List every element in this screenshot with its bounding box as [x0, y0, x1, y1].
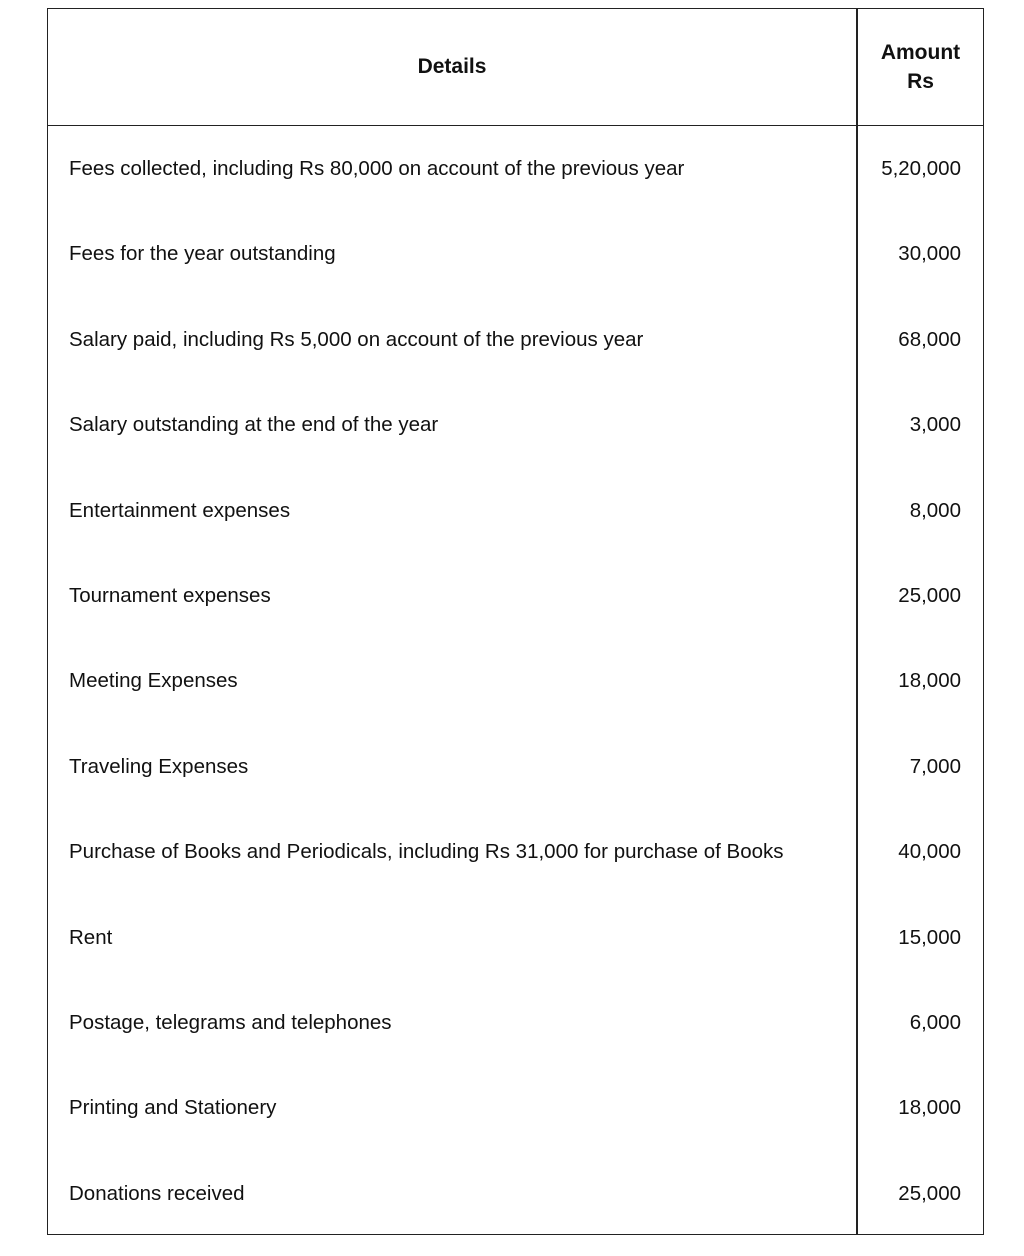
row-details: Salary paid, including Rs 5,000 on account of the previous year	[69, 327, 644, 351]
row-amount: 5,20,000	[881, 157, 961, 180]
table-row	[48, 985, 983, 1070]
table-row	[48, 387, 983, 472]
header-details: Details	[417, 55, 487, 78]
table-row	[48, 643, 983, 728]
row-details: Donations received	[69, 1181, 245, 1205]
header-amount	[858, 9, 983, 125]
row-details: Traveling Expenses	[69, 754, 249, 778]
row-details: Entertainment expenses	[69, 498, 291, 522]
table-row	[48, 473, 983, 558]
table-row	[48, 216, 983, 301]
table-row	[48, 1156, 983, 1241]
row-details: Salary outstanding at the end of the year	[69, 413, 439, 437]
row-amount: 40,000	[898, 840, 961, 864]
header-amount-label: Amount	[880, 41, 961, 64]
row-amount: 25,000	[898, 583, 961, 607]
row-amount: 18,000	[898, 1096, 961, 1120]
row-amount: 18,000	[898, 669, 961, 693]
row-amount: 7,000	[909, 754, 961, 778]
row-amount: 3,000	[909, 413, 961, 437]
row-details: Purchase of Books and Periodicals, including Rs 31,000 for purchase of Books	[69, 840, 784, 864]
table-row	[48, 1070, 983, 1155]
row-amount: 6,000	[909, 1010, 961, 1034]
table-row	[48, 900, 983, 985]
table-row	[48, 131, 983, 216]
header-amount-unit: Rs	[907, 70, 934, 93]
table-row	[48, 558, 983, 643]
row-details: Fees for the year outstanding	[69, 242, 336, 266]
row-details: Tournament expenses	[69, 583, 271, 607]
row-amount: 25,000	[898, 1181, 961, 1205]
row-amount: 8,000	[909, 498, 961, 522]
row-details: Rent	[69, 925, 113, 949]
ledger-table	[47, 8, 984, 1235]
table-header	[48, 9, 983, 126]
row-amount: 30,000	[898, 242, 961, 266]
row-details: Printing and Stationery	[69, 1096, 277, 1120]
table-body	[48, 131, 983, 1241]
table-row	[48, 814, 983, 899]
row-details: Meeting Expenses	[69, 669, 238, 693]
table-row	[48, 729, 983, 814]
row-amount: 68,000	[898, 327, 961, 351]
row-amount: 15,000	[898, 925, 961, 949]
row-details: Postage, telegrams and telephones	[69, 1010, 392, 1034]
row-details: Fees collected, including Rs 80,000 on account of the previous year	[69, 157, 685, 180]
table-row	[48, 302, 983, 387]
